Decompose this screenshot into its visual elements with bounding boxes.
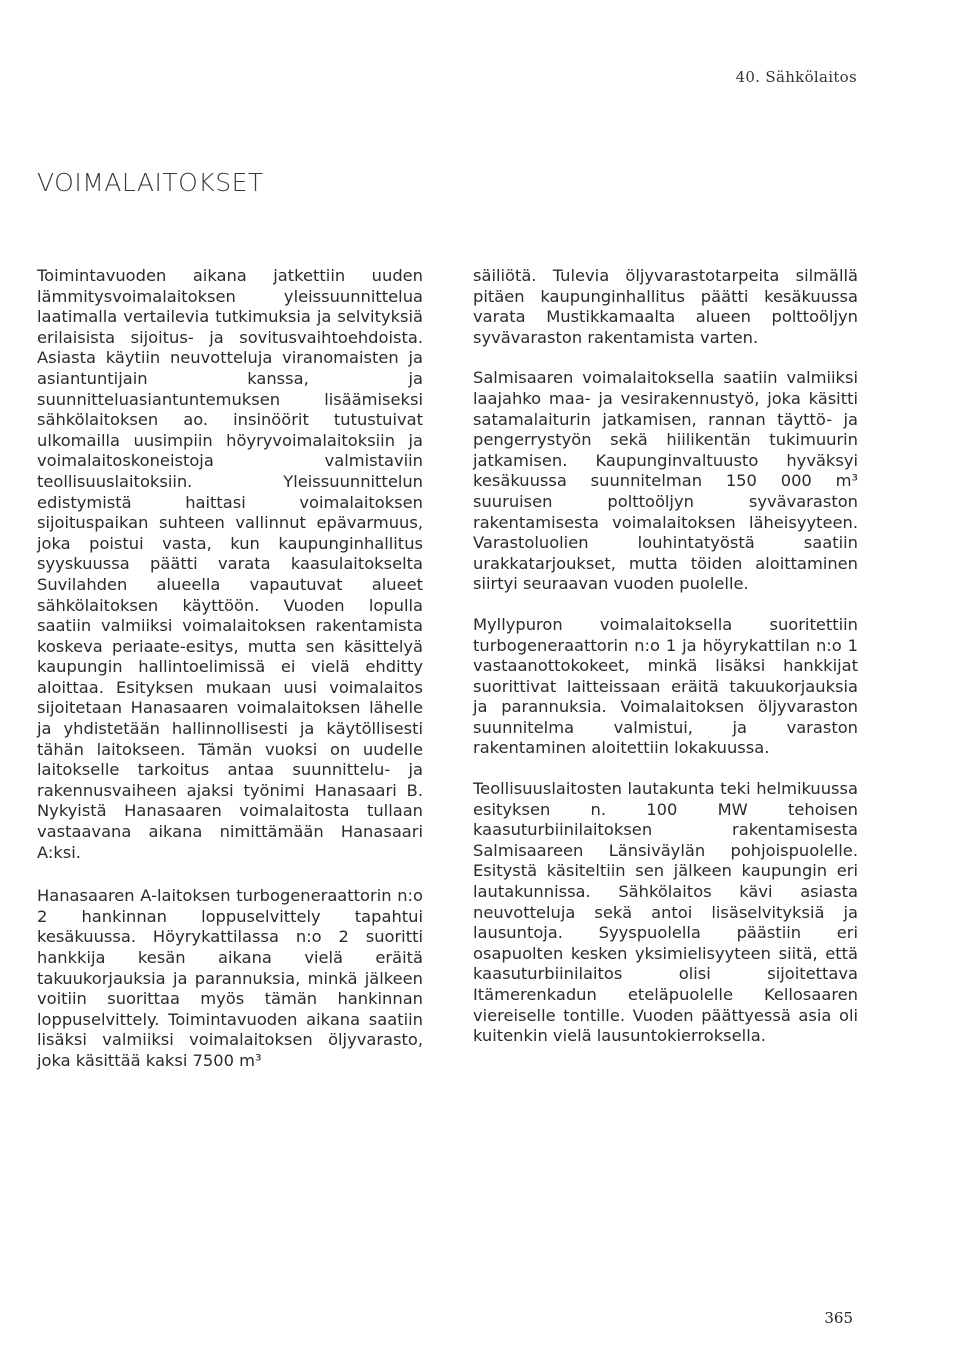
section-heading: VOIMALAITOKSET [37,168,264,197]
paragraph: Toimintavuoden aikana jatkettiin uuden lämmitysvoimalaitoksen yleissuunnittelua laatimalla vertailevia tutkimuksia ja selvityksiä erilaisista sijoitus- ja sovitusvaihtoehdoista. Asiasta käytiin neuvotteluja viranomaisten ja asiantuntijain kanssa, ja suunnitteluasiantuntemuksen lisäämiseksi sähkölaitoksen ao. insinöörit tutustuivat ulkomailla uusimpiin höyryvoimalaitoksiin ja voimalaitoskoneistoja valmistaviin teollisuuslaitoksiin. Yleissuunnittelun edistymistä haittasi voimalaitoksen sijoituspaikan suhteen vallinnut epävarmuus, joka poistui vasta, kun kaupunginhallitus syyskuussa päätti varata kaasulaitokselta Suvilahden alueella vapautuvat alueet sähkölaitoksen käyttöön. Vuoden lopulla saatiin valmiiksi voimalaitoksen rakentamista koskeva periaate-esitys, mutta sen käsittelyä kaupungin hallintoelimissä ei vielä ehditty aloittaa. Esityksen mukaan uusi voimalaitos sijoitetaan Hanasaaren voimalaitoksen lähelle ja yhdistetään hallinnollisesti ja käytöllisesti tähän laitokseen. Tämän vuoksi on uudelle laitokselle tarkoitus antaa suunnittelu- ja rakennusvaiheen ajaksi työnimi Hanasaari B. Nykyistä Hanasaaren voimalaitosta tullaan vastaavana aikana nimittämään Hanasaari A:ksi. [37,266,423,862]
paragraph: Teollisuuslaitosten lautakunta teki helmikuussa esityksen n. 100 MW tehoisen kaasuturbiinilaitoksen rakentamisesta Salmisaareen Länsiväylän pohjoispuolelle. Esitystä käsiteltiin sen jälkeen kaupungin eri lautakunnissa. Sähkölaitos kävi asiasta neuvotteluja sekä antoi lisäselvityksiä ja lausuntoja. Syyspuolella päästiin eri osapuolten kesken yksimielisyyteen siitä, että kaasuturbiinilaitos olisi sijoitettava Itämerenkadun eteläpuolelle Kellosaaren viereiselle tontille. Vuoden päättyessä asia oli kuitenkin vielä lausuntokierroksella. [473,779,858,1046]
right-column [473,266,858,1047]
running-header: 40. Sähkölaitos [735,68,857,86]
paragraph: Salmisaaren voimalaitoksella saatiin valmiiksi laajahko maa- ja vesirakennustyö, joka käsitti satamalaiturin jatkamisen, rannan täyttö- ja pengerrystyön sekä hiilikentän tukimuurin jatkamisen. Kaupunginvaltuusto hyväksyi kesäkuussa suunnitelman 150 000 m³ suuruisen polttoöljyn syvävaraston rakentamisesta voimalaitoksen läheisyyteen. Varastoluolien louhintatyöstä saatiin urakkatarjoukset, mutta töiden aloittaminen siirtyi seuraavan vuoden puolelle. [473,368,858,594]
paragraph: Myllypuron voimalaitoksella suoritettiin turbogeneraattorin n:o 1 ja höyrykattilan n:o 1 vastaanottokokeet, minkä lisäksi hankkijat suorittivat laitteissaan eräitä takuukorjauksia ja parannuksia. Voimalaitoksen öljyvaraston suunnitelma valmistui, ja varaston rakentaminen aloitettiin lokakuussa. [473,614,858,758]
paragraph: säiliötä. Tulevia öljyvarastotarpeita silmällä pitäen kaupunginhallitus päätti kesäkuussa varata Mustikkamaalta alueen polttoöljyn syvävaraston rakentamista varten. [473,266,858,347]
page-number: 365 [824,1309,853,1327]
paragraph: Hanasaaren A-laitoksen turbogeneraattorin n:o 2 hankinnan loppuselvittely tapahtui kesäkuussa. Höyrykattilassa n:o 2 suoritti hankkija kesän aikana vielä eräitä takuukorjauksia ja parannuksia, minkä jälkeen voitiin suorittaa myös tämän hankinnan loppuselvittely. Toimintavuoden aikana saatiin lisäksi valmiiksi voimalaitoksen öljyvarasto, joka käsittää kaksi 7500 m³ [37,886,423,1070]
left-column [37,266,423,1072]
